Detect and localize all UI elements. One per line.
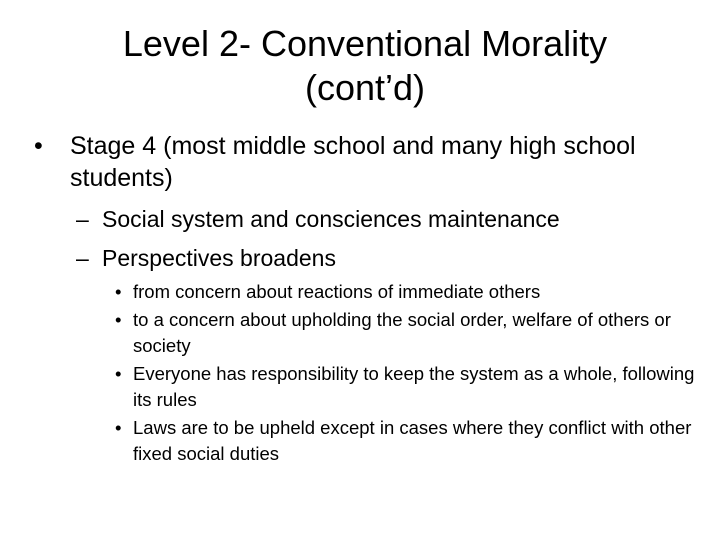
bullet-mark: •	[115, 363, 122, 384]
bullet-text: Stage 4 (most middle school and many high school students)	[70, 132, 636, 192]
sub-bullet-text: Perspectives broadens	[102, 245, 336, 271]
bullet-mark: •	[115, 417, 122, 438]
list-item-text: from concern about reactions of immediate others	[133, 281, 541, 302]
list-item-text: Laws are to be upheld except in cases where they conflict with other fixed social duties	[133, 417, 692, 464]
dash-mark: –	[76, 245, 89, 271]
detail-list	[112, 279, 702, 469]
bullet-mark: •	[115, 281, 122, 302]
bullet-mark: •	[115, 309, 122, 330]
dash-mark: –	[76, 206, 89, 232]
title-line-2: (cont’d)	[304, 67, 426, 108]
list-item	[112, 361, 702, 413]
sub-bullet-social-system	[76, 203, 696, 235]
list-item-text: Everyone has responsibility to keep the system as a whole, following its rules	[133, 363, 695, 410]
list-item-text: to a concern about upholding the social order, welfare of others or society	[133, 309, 671, 356]
list-item	[112, 279, 702, 305]
sub-bullet-perspectives	[76, 242, 696, 274]
list-item	[112, 415, 702, 467]
list-item	[112, 307, 702, 359]
bullet-mark: •	[34, 132, 43, 160]
bullet-stage-4	[34, 130, 674, 194]
slide-title	[40, 22, 690, 110]
title-line-1: Level 2- Conventional Morality	[122, 23, 608, 64]
sub-bullet-text: Social system and consciences maintenance	[102, 206, 560, 232]
